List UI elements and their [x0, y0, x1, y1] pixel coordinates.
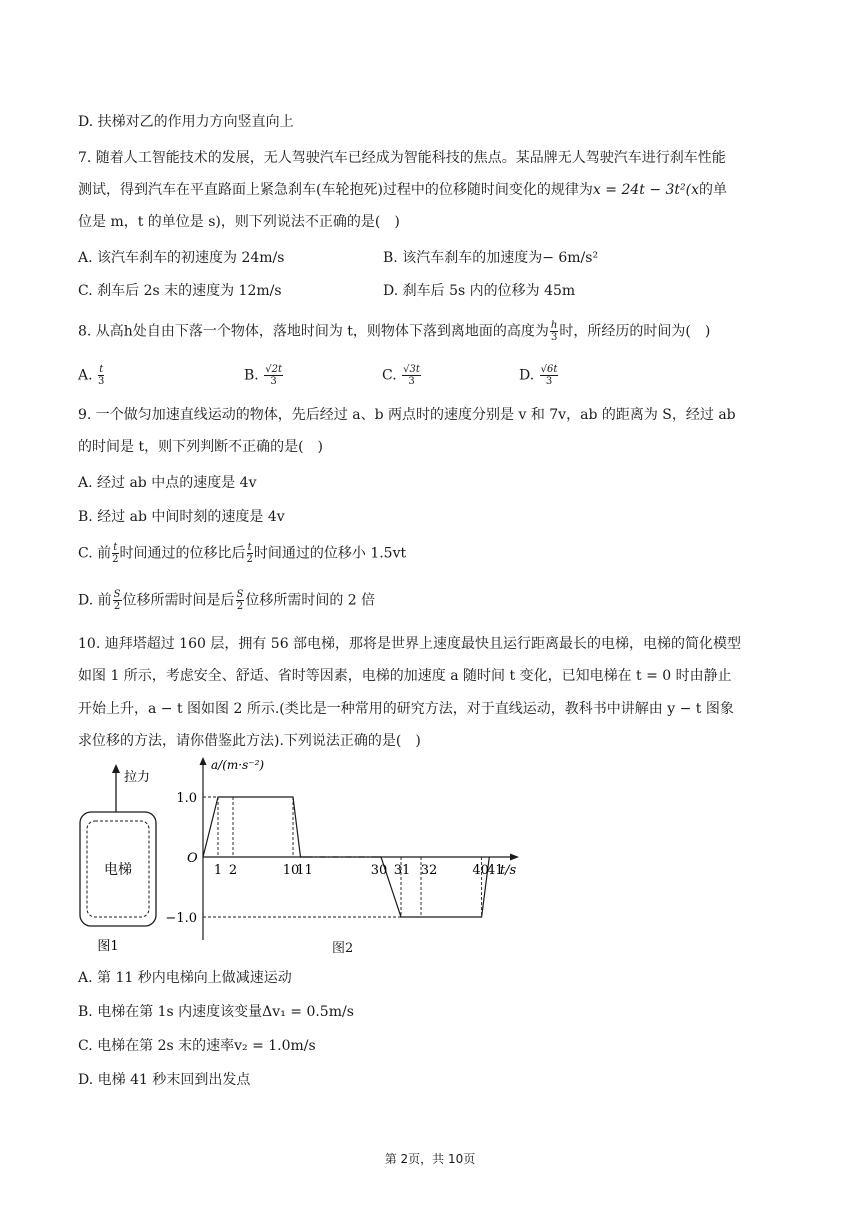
q9-option-d: D. 前 $\frac{S}{2}$ 位移所需时间是后 $\frac{S}{2}$ 位移所需时间的 2 倍: [78, 589, 376, 612]
q7-stem-line1: 7. 随着人工智能技术的发展，无人驾驶汽车已经成为智能科技的焦点。某品牌无人驾驶汽车进行刹车性能: [78, 150, 726, 166]
q7-stem-line3: 位是 m，t 的单位是 s)，则下列说法不正确的是( ): [78, 214, 400, 230]
y-axis-arrow-icon: [200, 757, 207, 765]
figure-1-elevator: [72, 760, 172, 960]
q7-stem-line2: 测试，得到汽车在平直路面上紧急刹车(车轮抱死)过程中的位移随时间变化的规律为x = 24t − 3t²(x的单: [78, 182, 728, 198]
x-axis-arrow-icon: [510, 854, 519, 861]
arrow-up-icon: [112, 764, 120, 773]
x-tick-10: 10: [282, 863, 300, 878]
q8-stem: 8. 从高h处自由下落一个物体，落地时间为 t，则物体下落到离地面的高度为 $\frac{h}{3}$ 时，所经历的时间为( ): [78, 320, 711, 343]
q10-stem-line4: 求位移的方法，请你借鉴此方法).下列说法正确的是( ): [78, 733, 421, 749]
q10-option-a: A. 第 11 秒内电梯向上做减速运动: [78, 970, 292, 986]
q9-option-a: A. 经过 ab 中点的速度是 4v: [78, 475, 257, 491]
q9-option-b: B. 经过 ab 中间时刻的速度是 4v: [78, 509, 285, 525]
y-tick-minus-1: −1.0: [165, 911, 197, 926]
q10-option-c: C. 电梯在第 2s 末的速率v₂ = 1.0m/s: [78, 1038, 316, 1054]
q9-stem-line2: 的时间是 t，则下列判断不正确的是( ): [78, 439, 323, 455]
q10-option-b: B. 电梯在第 1s 内速度该变量Δv₁ = 0.5m/s: [78, 1004, 354, 1020]
q10-stem-line1: 10. 迪拜塔超过 160 层，拥有 56 部电梯，那将是世界上速度最快且运行距离最长的电梯，电梯的简化模型: [78, 636, 742, 652]
figure-2-caption: 图2: [332, 941, 354, 956]
x-tick-32: 32: [420, 863, 438, 878]
figure-1-caption: 图1: [97, 939, 119, 954]
x-tick-11: 11: [296, 863, 313, 878]
q8-option-b: B. $\frac{√2t}{3}$: [244, 364, 282, 387]
q10-option-d: D. 电梯 41 秒末回到出发点: [78, 1072, 251, 1088]
q8-option-d: D. $\frac{√6t}{3}$: [519, 364, 558, 387]
q8-option-c: C. $\frac{√3t}{3}$: [382, 364, 420, 387]
q7-option-d: D. 刹车后 5s 内的位移为 45m: [383, 283, 576, 299]
q9-stem-line1: 9. 一个做匀加速直线运动的物体，先后经过 a、b 两点时的速度分别是 v 和 7v，ab 的距离为 S，经过 ab: [78, 407, 736, 423]
q6-option-d: D. 扶梯对乙的作用力方向竖直向上: [78, 114, 294, 130]
x-tick-30: 30: [370, 863, 388, 878]
q7-option-b: B. 该汽车刹车的加速度为− 6m/s²: [383, 250, 599, 266]
q7-option-a: A. 该汽车刹车的初速度为 24m/s: [78, 250, 285, 266]
q9-option-c: C. 前 $\frac{t}{2}$ 时间通过的位移比后 $\frac{t}{2}$ 时间通过的位移小 1.5vt: [78, 542, 407, 565]
force-label: 拉力: [124, 770, 151, 785]
x-axis-label: t/s: [499, 863, 517, 878]
q10-stem-line3: 开始上升，a − t 图如图 2 所示.(类比是一种常用的研究方法，对于直线运动，教科书中讲解由 y − t 图象: [78, 701, 734, 717]
x-tick-40: 40: [472, 863, 489, 878]
q7-formula: x = 24t − 3t²(x: [592, 182, 700, 198]
q8-option-a: A. $\frac{t}{3}$: [78, 364, 105, 387]
elevator-label: 电梯: [104, 862, 132, 878]
page-footer: 第 2页，共 10页: [384, 1152, 476, 1166]
y-tick-1: 1.0: [176, 791, 197, 806]
q8-fraction: $\frac{h}{3}$: [550, 320, 558, 343]
q7-option-c: C. 刹车后 2s 末的速度为 12m/s: [78, 283, 282, 299]
x-tick-41: 41: [487, 863, 504, 878]
y-axis-label: a/(m·s⁻²): [211, 758, 265, 772]
x-tick-2: 2: [228, 863, 238, 878]
q10-stem-line2: 如图 1 所示，考虑安全、舒适、省时等因素，电梯的加速度 a 随时间 t 变化，已知电梯在 t = 0 时由静止: [78, 668, 732, 684]
figure-2-at-graph: [165, 755, 530, 965]
x-tick-31: 31: [393, 863, 411, 878]
x-tick-1: 1: [213, 863, 223, 878]
origin-label: O: [187, 851, 198, 866]
